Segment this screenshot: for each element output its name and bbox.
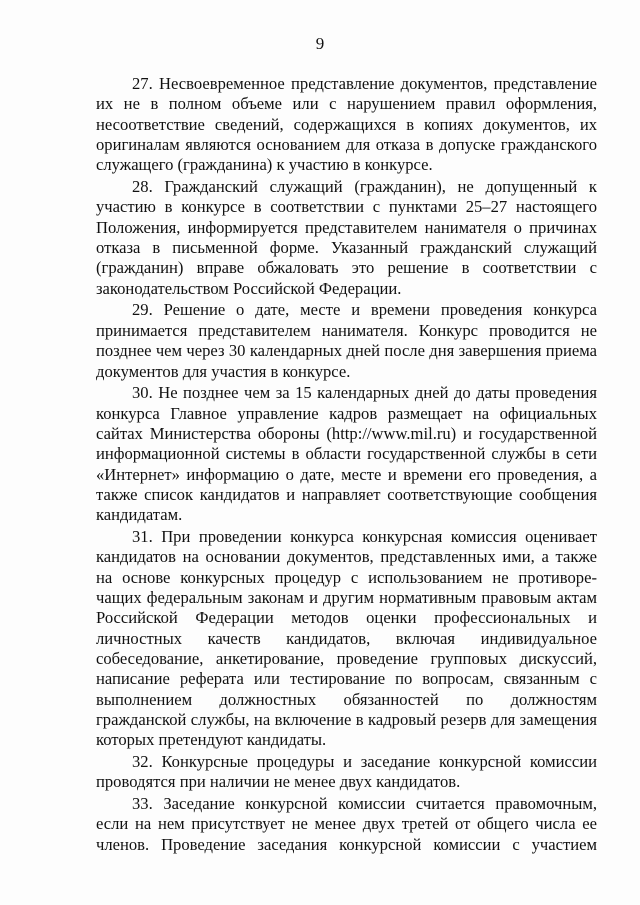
paragraph-27: 27. Несвоевременное представление документов, представление их не в полном объеме или с нарушением правил оформления, несоответствие сведений, содержащихся в копиях документов, их оригиналам являются основанием для отказа в допуске гражданского служащего (гражданина) к участию в конкурсе. [96,74,597,175]
paragraph-28: 28. Гражданский служащий (гражданин), не допущенный к участию в конкурсе в соответствии с пунктами 25–27 настоящего Положения, информируется представителем нанимателя о причинах отказа в письменной форме. Указанный гражданский служащий (гражданин) вправе обжаловать это решение в соответствии с законодательством Российской Федерации. [96,177,597,298]
paragraph-32: 32. Конкурсные процедуры и заседание конкурсной комиссии проводятся при наличии не менее двух кандидатов. [96,752,597,792]
paragraph-29: 29. Решение о дате, месте и времени проведения конкурса принимается представителем нанимателя. Конкурс проводится не позднее чем через 30 календарных дней после дня завершения приема документов для участия в конкурсе. [96,300,597,381]
document-body [96,74,597,856]
paragraph-30: 30. Не позднее чем за 15 календарных дней до даты проведения конкурса Главное управление кадров размещает на официальных сайтах Министерства обороны (http://www.mil.ru) и государственной информационной системы в области государственной службы в сети «Интернет» информацию о дате, месте и времени его проведения, а также список кандидатов и направляет соответствующие сообщения кандидатам. [96,383,597,525]
page-number: 9 [315,34,325,53]
paragraph-31: 31. При проведении конкурса конкурсная комиссия оценивает кандидатов на основании документов, представленных ими, а также на основе конкурсных процедур с использованием не противоречащих федеральным законам и другим нормативным правовым актам Российской Федерации методов оценки профессиональных и личностных качеств кандидатов, включая индивидуальное собеседование, анкетирование, проведение групповых дискуссий, написание реферата или тестирование по вопросам, связанным с выполнением должностных обязанностей по должностям гражданской службы, на включение в кадровый резерв для замещения которых претендуют кандидаты. [96,526,597,750]
paragraph-33: 33. Заседание конкурсной комиссии считается правомочным, если на нем присутствует не менее двух третей от общего числа ее членов. Проведение заседания конкурсной комиссии с участием [96,794,597,854]
